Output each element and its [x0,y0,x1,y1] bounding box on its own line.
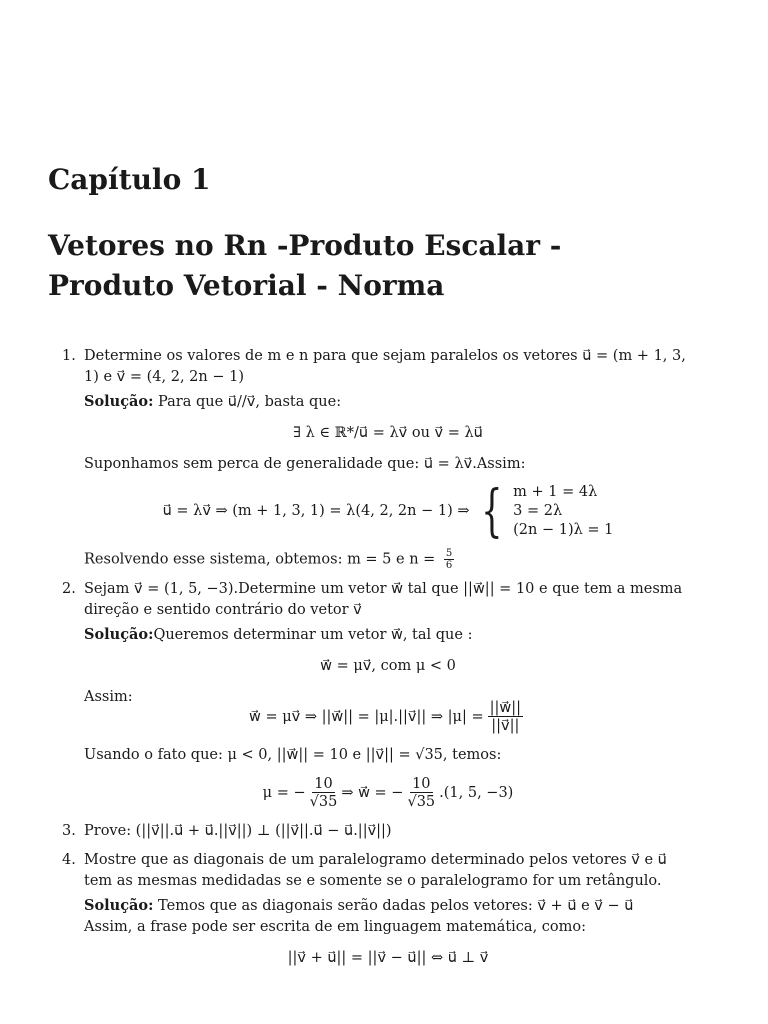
equation-lhs: w⃗ = μv⃗ ⇒ ||w⃗|| = |μ|.||v⃗|| ⇒ |μ| = [248,709,484,725]
equation-part: ⇒ w⃗ = − [341,785,404,801]
fraction [488,700,523,735]
fraction [310,776,338,811]
equation [84,776,692,811]
exercise-list [62,346,692,979]
item-statement: Prove: (||v⃗||.u⃗ + u⃗.||v⃗||) ⊥ (||v⃗||.u⃗ − u⃗.||v⃗||) [84,823,392,839]
item-statement: Mostre que as diagonais de um paralelogramo determinado pelos vetores v⃗ e u⃗ tem as mesmas medidadas se e somente se o paralelogramo for um retângulo. [84,852,667,889]
chapter-title-line-1: Vetores no Rn -Produto Escalar - [48,229,562,262]
item-number: 2. [62,581,76,597]
solution-text: Para que u⃗//v⃗, basta que: [153,394,342,410]
equation-part: μ = − [262,785,306,801]
solution-line [84,391,692,413]
item-number: 4. [62,852,76,868]
equation: ∃ λ ∈ ℝ*/u⃗ = λv⃗ ou v⃗ = λu⃗ [293,425,483,441]
chapter-title [48,226,728,306]
exercise-item [62,579,692,811]
paragraph: Assim, a frase pode ser escrita de em linguagem matemática, como: [84,919,586,935]
equation: ||v⃗ + u⃗|| = ||v⃗ − u⃗|| ⇔ u⃗ ⊥ v⃗ [287,950,489,966]
chapter-title-line-2: Produto Vetorial - Norma [48,269,445,302]
fraction [444,548,454,571]
solution-text: Queremos determinar um vetor w⃗, tal que : [153,627,473,643]
paragraph [84,548,692,571]
system-lines [513,483,613,540]
fraction-numerator: 10 [314,776,333,792]
fraction-numerator: ||w⃗|| [489,700,522,716]
fraction-denominator: √35 [309,794,338,810]
item-statement: Sejam v⃗ = (1, 5, −3).Determine um vetor w⃗ tal que ||w⃗|| = 10 e que tem a mesma direção e sentido contrário do vetor v⃗ [84,581,683,618]
fraction-denominator: ||v⃗|| [491,718,520,734]
left-brace-icon: { [480,478,503,544]
fraction [407,776,435,811]
system-line: 3 = 2λ [513,503,563,519]
solution-label: Solução: [84,393,154,410]
equation [84,700,692,735]
exercise-item [62,346,692,571]
solution-label: Solução: [84,626,154,643]
fraction-numerator: 10 [412,776,431,792]
fraction-denominator: 6 [445,560,453,571]
solution-text: Temos que as diagonais serão dadas pelos vetores: v⃗ + u⃗ e v⃗ − u⃗ [153,898,634,914]
solution-label: Solução: [84,897,154,914]
equation-part: .(1, 5, −3) [439,785,514,801]
paragraph: Suponhamos sem perca de generalidade que: u⃗ = λv⃗.Assim: [84,456,526,472]
item-number: 1. [62,348,76,364]
chapter-heading: Capítulo 1 [48,163,211,196]
paragraph: Assim: [84,689,133,705]
exercise-item [62,821,692,842]
system-lhs: u⃗ = λv⃗ ⇒ (m + 1, 3, 1) = λ(4, 2, 2n − 1) ⇒ [162,503,470,519]
fraction-numerator: 5 [445,548,453,559]
item-number: 3. [62,823,76,839]
paragraph-text: Resolvendo esse sistema, obtemos: m = 5 e n = [84,551,440,568]
equation: w⃗ = μv⃗, com μ < 0 [320,658,456,674]
paragraph: Usando o fato que: μ < 0, ||w⃗|| = 10 e ||v⃗|| = √35, temos: [84,747,502,763]
item-statement: Determine os valores de m e n para que sejam paralelos os vetores u⃗ = (m + 1, 3, 1) e v⃗ = (4, 2, 2n − 1) [84,348,686,385]
exercise-item [62,850,692,969]
system-line: (2n − 1)λ = 1 [513,522,614,538]
system-line: m + 1 = 4λ [513,484,598,500]
solution-line [84,624,692,646]
solution-line [84,895,692,917]
equation-system [84,478,692,544]
fraction-denominator: √35 [407,794,436,810]
